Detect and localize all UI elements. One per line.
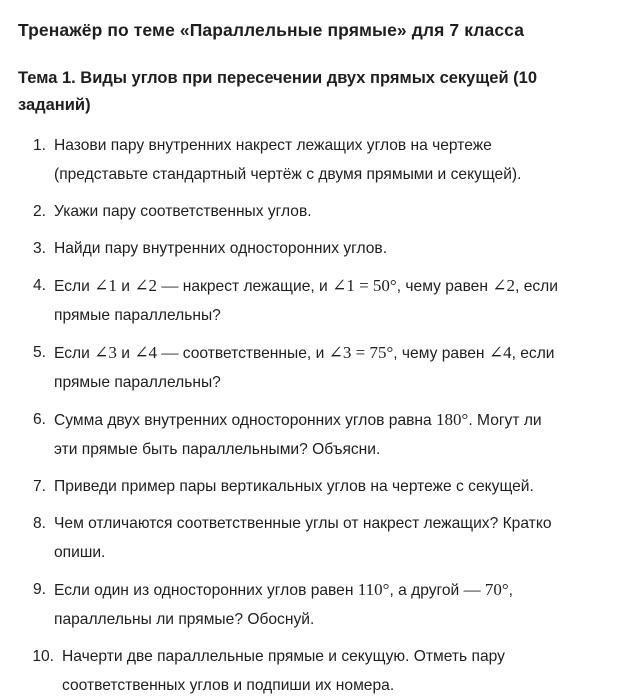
text-segment: накрест лежащие, и bbox=[178, 278, 333, 295]
text-segment: , bbox=[508, 582, 513, 599]
math-expression: — bbox=[161, 343, 179, 362]
section-title-line1: Тема 1. Виды углов при пересечении двух прямых секущей (10 bbox=[18, 69, 538, 87]
task-text bbox=[46, 338, 605, 397]
text-segment: Сумма двух внутренних односторонних углов равна bbox=[54, 412, 437, 429]
math-expression: ∠2 bbox=[492, 276, 516, 295]
text-segment: соответственные, и bbox=[178, 345, 329, 362]
text-segment: и bbox=[116, 278, 135, 295]
task-item bbox=[18, 131, 605, 189]
text-segment: Чем отличаются соответственные углы от накрест лежащих? Кратко bbox=[54, 515, 552, 532]
task-text-line bbox=[46, 368, 605, 397]
task-number: 8. bbox=[32, 515, 46, 532]
task-text bbox=[54, 642, 605, 700]
task-number: 6. bbox=[32, 411, 46, 428]
section-title bbox=[18, 65, 605, 119]
text-segment: Если один из односторонних углов равен bbox=[54, 582, 358, 599]
math-expression: ∠3 bbox=[94, 343, 117, 362]
text-segment: , чему равен bbox=[393, 345, 489, 362]
document-title: Тренажёр по теме «Параллельные прямые» для 7 класса bbox=[18, 20, 525, 40]
task-text bbox=[46, 509, 605, 567]
task-text bbox=[46, 271, 605, 330]
task-item bbox=[18, 405, 605, 464]
text-segment: . Могут ли bbox=[468, 412, 542, 429]
task-item bbox=[18, 575, 605, 634]
task-text-line bbox=[46, 509, 605, 538]
task-item bbox=[18, 472, 605, 501]
text-segment: Если bbox=[54, 278, 95, 295]
text-segment: Приведи пример пары вертикальных углов на чертеже с секущей. bbox=[54, 478, 534, 495]
task-item bbox=[18, 642, 605, 700]
text-segment: , а другой bbox=[389, 582, 464, 599]
task-number: 1. bbox=[32, 137, 46, 154]
task-text bbox=[46, 131, 605, 189]
math-expression: — bbox=[161, 276, 179, 295]
task-item bbox=[18, 509, 605, 567]
task-number: 5. bbox=[32, 344, 46, 361]
math-expression: ∠1 bbox=[94, 276, 117, 295]
math-expression: ∠3 = 75° bbox=[328, 343, 394, 362]
task-item bbox=[18, 234, 605, 263]
task-number: 2. bbox=[32, 203, 46, 220]
text-segment: опиши. bbox=[54, 544, 106, 561]
task-item bbox=[18, 197, 605, 226]
math-expression: ∠1 = 50° bbox=[332, 276, 397, 295]
task-text-line bbox=[46, 575, 605, 605]
section-title-line2: заданий) bbox=[18, 96, 91, 114]
math-expression: 180° bbox=[436, 410, 469, 429]
task-text-line bbox=[46, 271, 605, 301]
math-expression: ∠4 bbox=[488, 343, 512, 362]
text-segment: , чему равен bbox=[396, 278, 493, 295]
task-text-line bbox=[46, 435, 605, 464]
text-segment: Найди пару внутренних односторонних углов. bbox=[54, 240, 388, 257]
task-text bbox=[46, 472, 605, 501]
task-text bbox=[46, 405, 605, 464]
task-item bbox=[18, 338, 605, 397]
task-text-line bbox=[46, 160, 605, 189]
task-text-line bbox=[54, 642, 605, 671]
text-segment: эти прямые быть параллельными? Объясни. bbox=[54, 441, 381, 458]
task-item bbox=[18, 271, 605, 330]
text-segment: прямые параллельны? bbox=[54, 374, 221, 391]
task-number: 9. bbox=[32, 581, 46, 598]
task-text-line bbox=[46, 234, 605, 263]
text-segment: Если bbox=[54, 345, 95, 362]
math-expression: 110° bbox=[357, 580, 390, 599]
task-text bbox=[46, 575, 605, 634]
task-text-line bbox=[46, 301, 605, 330]
text-segment: , если bbox=[511, 345, 555, 362]
task-text bbox=[46, 197, 605, 226]
task-text-line bbox=[46, 197, 605, 226]
task-text-line bbox=[46, 472, 605, 501]
task-text-line bbox=[46, 405, 605, 435]
task-number: 4. bbox=[32, 277, 46, 294]
text-segment: соответственных углов и подпиши их номера. bbox=[62, 677, 395, 694]
task-text-line bbox=[46, 338, 605, 368]
task-text-line bbox=[46, 605, 605, 634]
text-segment: и bbox=[116, 345, 135, 362]
task-text-line bbox=[46, 538, 605, 567]
text-segment: (представьте стандартный чертёж с двумя прямыми и секущей). bbox=[54, 166, 522, 183]
text-segment: Назови пару внутренних накрест лежащих углов на чертеже bbox=[54, 137, 492, 154]
task-number: 3. bbox=[32, 240, 46, 257]
text-segment: Начерти две параллельные прямые и секущую. Отметь пару bbox=[62, 648, 505, 665]
math-expression: — 70° bbox=[463, 580, 509, 599]
task-number: 7. bbox=[32, 478, 46, 495]
text-segment: , если bbox=[515, 278, 558, 295]
task-list bbox=[18, 131, 605, 700]
math-expression: ∠2 bbox=[134, 276, 158, 295]
text-segment: Укажи пару соответственных углов. bbox=[54, 203, 312, 220]
task-text-line bbox=[46, 131, 605, 160]
task-text bbox=[46, 234, 605, 263]
text-segment: прямые параллельны? bbox=[54, 307, 221, 324]
task-number: 10. bbox=[32, 648, 54, 665]
math-expression: ∠4 bbox=[134, 343, 158, 362]
text-segment: параллельны ли прямые? Обоснуй. bbox=[54, 611, 315, 628]
